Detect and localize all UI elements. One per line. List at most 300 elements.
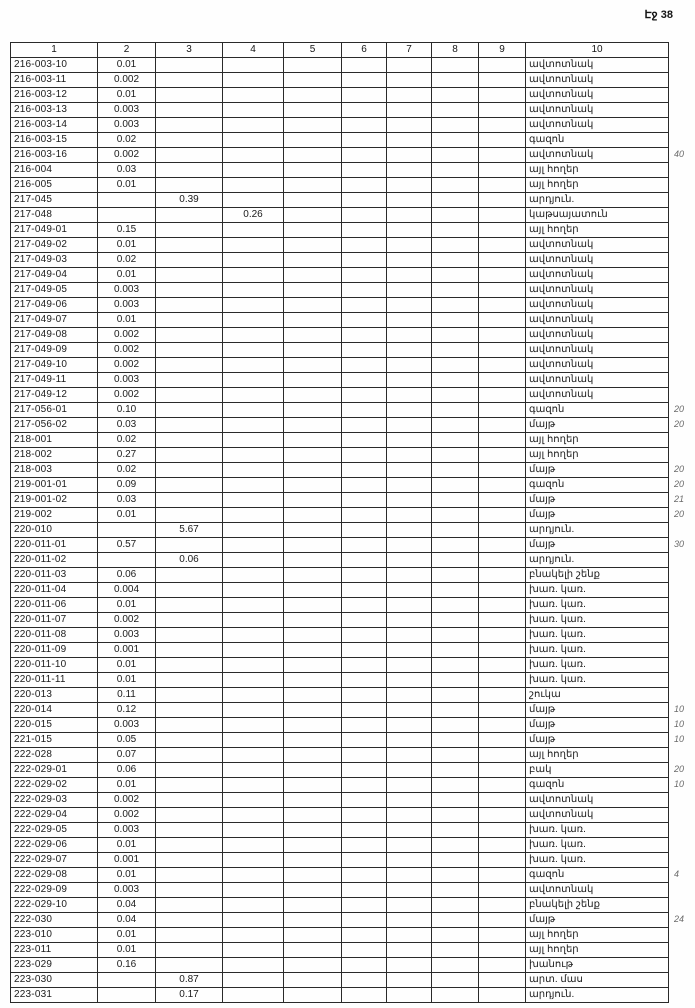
cell-col8 [432, 163, 479, 178]
cell-parcel-code: 222-029-06 [11, 838, 98, 853]
table-row [11, 658, 669, 673]
table-row [11, 403, 669, 418]
cell-col4: 0.26 [223, 208, 284, 223]
cell-col6 [342, 643, 387, 658]
cell-col8 [432, 643, 479, 658]
cell-col8 [432, 718, 479, 733]
cell-col3 [156, 823, 223, 838]
cell-col3 [156, 748, 223, 763]
cell-col6 [342, 253, 387, 268]
cell-col9 [479, 793, 526, 808]
cell-col6 [342, 688, 387, 703]
cell-land-use: ավտոտնակ [526, 148, 669, 163]
cell-col3 [156, 133, 223, 148]
cell-col6 [342, 103, 387, 118]
cell-col8 [432, 883, 479, 898]
cell-parcel-code: 217-049-12 [11, 388, 98, 403]
cell-col2: 0.02 [98, 133, 156, 148]
cell-col9 [479, 778, 526, 793]
cell-col3 [156, 103, 223, 118]
cell-col6 [342, 943, 387, 958]
cell-col9 [479, 448, 526, 463]
cell-col6 [342, 853, 387, 868]
cell-col5 [284, 463, 342, 478]
cell-col9 [479, 628, 526, 643]
cell-col9 [479, 238, 526, 253]
cell-land-use: խանութ [526, 958, 669, 973]
cell-col3 [156, 703, 223, 718]
cell-land-use: այլ հողեր [526, 748, 669, 763]
cell-col2 [98, 988, 156, 1003]
cell-col9 [479, 673, 526, 688]
cell-col6 [342, 568, 387, 583]
handwritten-margin-note: 24 [674, 914, 685, 924]
cell-col2: 0.01 [98, 928, 156, 943]
cell-col7 [387, 463, 432, 478]
cell-parcel-code: 216-003-16 [11, 148, 98, 163]
cell-col6 [342, 508, 387, 523]
cell-col7 [387, 628, 432, 643]
cell-parcel-code: 220-010 [11, 523, 98, 538]
cell-col7 [387, 883, 432, 898]
cell-col5 [284, 373, 342, 388]
cell-col3 [156, 538, 223, 553]
cell-col2: 0.02 [98, 463, 156, 478]
cell-col4 [223, 343, 284, 358]
cell-col2: 0.003 [98, 628, 156, 643]
cell-col7 [387, 838, 432, 853]
cell-col2 [98, 973, 156, 988]
cell-col6 [342, 493, 387, 508]
cell-col9 [479, 253, 526, 268]
cell-col9 [479, 928, 526, 943]
cell-col2: 0.002 [98, 148, 156, 163]
cell-parcel-code: 220-011-01 [11, 538, 98, 553]
cell-col8 [432, 88, 479, 103]
cell-col7 [387, 958, 432, 973]
table-row [11, 163, 669, 178]
cell-col5 [284, 898, 342, 913]
cell-col3 [156, 253, 223, 268]
cell-col5 [284, 958, 342, 973]
cell-col2: 0.01 [98, 508, 156, 523]
cell-col7 [387, 268, 432, 283]
cell-col2: 0.01 [98, 88, 156, 103]
cell-col9 [479, 838, 526, 853]
cell-col2: 0.01 [98, 658, 156, 673]
cell-col6 [342, 418, 387, 433]
cell-col5 [284, 853, 342, 868]
cell-col3 [156, 793, 223, 808]
cell-land-use: ավտոտնակ [526, 238, 669, 253]
page-number-label: Էջ 38 [644, 9, 673, 21]
cell-col7 [387, 613, 432, 628]
cell-col4 [223, 223, 284, 238]
cell-col3: 0.87 [156, 973, 223, 988]
cell-col2: 0.003 [98, 298, 156, 313]
cell-col6 [342, 88, 387, 103]
cell-col3 [156, 568, 223, 583]
handwritten-margin-note: 10 [674, 704, 685, 714]
cell-col3 [156, 583, 223, 598]
cell-col2: 0.003 [98, 283, 156, 298]
cell-col5 [284, 313, 342, 328]
cell-parcel-code: 218-002 [11, 448, 98, 463]
cell-col5 [284, 658, 342, 673]
cell-col9 [479, 898, 526, 913]
cell-col2: 0.003 [98, 823, 156, 838]
cell-land-use: մայթ [526, 703, 669, 718]
cell-land-use: ավտոտնակ [526, 268, 669, 283]
cell-col8 [432, 523, 479, 538]
cell-col7 [387, 808, 432, 823]
table-row [11, 178, 669, 193]
cell-land-use: գազոն [526, 478, 669, 493]
cell-col6 [342, 313, 387, 328]
cell-parcel-code: 217-049-04 [11, 268, 98, 283]
cell-land-use: կաթսայատուն [526, 208, 669, 223]
table-row [11, 748, 669, 763]
cell-col2: 0.05 [98, 733, 156, 748]
cell-col6 [342, 148, 387, 163]
cell-parcel-code: 217-049-01 [11, 223, 98, 238]
cell-col4 [223, 643, 284, 658]
cell-land-use: մայթ [526, 418, 669, 433]
cell-col9 [479, 118, 526, 133]
cell-col8 [432, 58, 479, 73]
cell-col5 [284, 163, 342, 178]
column-header: 9 [479, 43, 526, 58]
cell-col7 [387, 418, 432, 433]
cell-col7 [387, 853, 432, 868]
table-row [11, 823, 669, 838]
cell-col8 [432, 343, 479, 358]
cell-col7 [387, 178, 432, 193]
cell-col8 [432, 778, 479, 793]
cell-col2: 0.03 [98, 163, 156, 178]
column-header: 3 [156, 43, 223, 58]
cell-col7 [387, 73, 432, 88]
cell-col3 [156, 343, 223, 358]
cell-parcel-code: 216-004 [11, 163, 98, 178]
cell-land-use: ավտոտնակ [526, 793, 669, 808]
cell-land-use: գազոն [526, 403, 669, 418]
cell-col5 [284, 733, 342, 748]
cell-col2: 0.06 [98, 763, 156, 778]
cell-parcel-code: 220-011-06 [11, 598, 98, 613]
cell-parcel-code: 218-003 [11, 463, 98, 478]
cell-col5 [284, 418, 342, 433]
cell-col7 [387, 733, 432, 748]
cell-parcel-code: 220-011-10 [11, 658, 98, 673]
cell-col3 [156, 508, 223, 523]
table-row [11, 598, 669, 613]
cell-col8 [432, 148, 479, 163]
cell-col5 [284, 283, 342, 298]
cell-col8 [432, 928, 479, 943]
cell-col5 [284, 913, 342, 928]
cell-col9 [479, 643, 526, 658]
cell-col3 [156, 268, 223, 283]
cell-col5 [284, 763, 342, 778]
cell-parcel-code: 217-049-11 [11, 373, 98, 388]
cell-col4 [223, 358, 284, 373]
cell-col6 [342, 223, 387, 238]
cell-col7 [387, 793, 432, 808]
cell-col4 [223, 118, 284, 133]
cell-col2: 0.01 [98, 178, 156, 193]
cell-parcel-code: 217-049-10 [11, 358, 98, 373]
cell-col4 [223, 238, 284, 253]
table-row [11, 208, 669, 223]
cell-col4 [223, 148, 284, 163]
cell-col6 [342, 613, 387, 628]
table-row [11, 493, 669, 508]
cell-col8 [432, 418, 479, 433]
cell-col6 [342, 328, 387, 343]
cell-col8 [432, 238, 479, 253]
cell-parcel-code: 220-011-02 [11, 553, 98, 568]
cell-col4 [223, 943, 284, 958]
cell-col9 [479, 268, 526, 283]
cell-col7 [387, 898, 432, 913]
cell-col5 [284, 823, 342, 838]
cell-col7 [387, 238, 432, 253]
cell-col4 [223, 58, 284, 73]
table-row [11, 463, 669, 478]
cell-col3 [156, 598, 223, 613]
handwritten-margin-note: 21 [674, 494, 685, 504]
cell-col3 [156, 118, 223, 133]
cell-col7 [387, 373, 432, 388]
table-row [11, 448, 669, 463]
cell-col8 [432, 313, 479, 328]
cell-col4 [223, 583, 284, 598]
handwritten-margin-note: 20 [674, 419, 685, 429]
cell-col4 [223, 568, 284, 583]
cell-land-use: արտ. մաս [526, 973, 669, 988]
cell-col4 [223, 703, 284, 718]
cell-land-use: այլ հողեր [526, 943, 669, 958]
cell-col7 [387, 538, 432, 553]
cell-col8 [432, 223, 479, 238]
cell-parcel-code: 220-011-03 [11, 568, 98, 583]
cell-col7 [387, 763, 432, 778]
cell-parcel-code: 216-003-11 [11, 73, 98, 88]
cell-col7 [387, 328, 432, 343]
cell-col3: 5.67 [156, 523, 223, 538]
cell-col2: 0.04 [98, 898, 156, 913]
cell-col3 [156, 448, 223, 463]
handwritten-margin-note: 20 [674, 509, 685, 519]
cell-parcel-code: 216-003-10 [11, 58, 98, 73]
cell-col4 [223, 898, 284, 913]
cell-col6 [342, 838, 387, 853]
cell-land-use: մայթ [526, 508, 669, 523]
cell-col2: 0.002 [98, 73, 156, 88]
cell-col2: 0.03 [98, 493, 156, 508]
cell-parcel-code: 220-011-08 [11, 628, 98, 643]
cell-land-use: խառ. կառ. [526, 628, 669, 643]
cell-land-use: ավտոտնակ [526, 388, 669, 403]
cell-col8 [432, 73, 479, 88]
cell-col2: 0.15 [98, 223, 156, 238]
cell-col6 [342, 163, 387, 178]
cell-col2: 0.03 [98, 418, 156, 433]
cell-col4 [223, 718, 284, 733]
cell-land-use: ավտոտնակ [526, 88, 669, 103]
cell-col6 [342, 298, 387, 313]
cell-land-use: խառ. կառ. [526, 613, 669, 628]
cell-land-use: խառ. կառ. [526, 583, 669, 598]
cell-col9 [479, 373, 526, 388]
cell-col4 [223, 823, 284, 838]
cell-col8 [432, 478, 479, 493]
cell-col6 [342, 373, 387, 388]
cell-col3 [156, 673, 223, 688]
cell-col8 [432, 283, 479, 298]
cell-col2: 0.002 [98, 358, 156, 373]
cell-col3 [156, 163, 223, 178]
cell-parcel-code: 217-049-09 [11, 343, 98, 358]
cell-col8 [432, 913, 479, 928]
cell-col2: 0.003 [98, 718, 156, 733]
table-row [11, 928, 669, 943]
cell-col5 [284, 448, 342, 463]
cell-col6 [342, 358, 387, 373]
cell-col6 [342, 403, 387, 418]
cell-col9 [479, 133, 526, 148]
cell-col6 [342, 268, 387, 283]
cell-col7 [387, 358, 432, 373]
cell-col6 [342, 433, 387, 448]
handwritten-margin-note: 20 [674, 464, 685, 474]
cell-land-use: բակ [526, 763, 669, 778]
cell-col8 [432, 793, 479, 808]
cell-parcel-code: 219-001-02 [11, 493, 98, 508]
cell-col3 [156, 328, 223, 343]
cell-land-use: ավտոտնակ [526, 373, 669, 388]
cell-col7 [387, 88, 432, 103]
cell-col5 [284, 808, 342, 823]
cell-col3 [156, 433, 223, 448]
cell-parcel-code: 219-001-01 [11, 478, 98, 493]
cell-col9 [479, 973, 526, 988]
cell-col9 [479, 313, 526, 328]
handwritten-margin-note: 4 [674, 869, 680, 879]
handwritten-margin-note: 20 [674, 764, 685, 774]
table-row [11, 763, 669, 778]
cell-col5 [284, 778, 342, 793]
cell-col7 [387, 58, 432, 73]
cell-col5 [284, 88, 342, 103]
cell-parcel-code: 220-011-04 [11, 583, 98, 598]
cell-land-use: ավտոտնակ [526, 118, 669, 133]
cell-col7 [387, 583, 432, 598]
cell-col7 [387, 388, 432, 403]
cell-col2: 0.002 [98, 808, 156, 823]
cell-col8 [432, 178, 479, 193]
cell-col7 [387, 208, 432, 223]
cell-col5 [284, 73, 342, 88]
cell-land-use: խառ. կառ. [526, 838, 669, 853]
handwritten-margin-note: 10 [674, 734, 685, 744]
table-row [11, 838, 669, 853]
cell-col6 [342, 178, 387, 193]
cell-col5 [284, 178, 342, 193]
cell-col7 [387, 523, 432, 538]
cell-col8 [432, 358, 479, 373]
cell-parcel-code: 217-049-05 [11, 283, 98, 298]
cell-col4 [223, 493, 284, 508]
cell-parcel-code: 217-049-07 [11, 313, 98, 328]
column-header: 8 [432, 43, 479, 58]
cell-land-use: արդյուն. [526, 988, 669, 1003]
cell-col4 [223, 523, 284, 538]
cell-col4 [223, 193, 284, 208]
cell-col3 [156, 463, 223, 478]
cell-col8 [432, 868, 479, 883]
cell-col3 [156, 883, 223, 898]
cell-col3 [156, 733, 223, 748]
cell-parcel-code: 220-011-07 [11, 613, 98, 628]
cell-col8 [432, 958, 479, 973]
cell-col8 [432, 388, 479, 403]
cell-col4 [223, 433, 284, 448]
cell-col5 [284, 793, 342, 808]
cell-col8 [432, 988, 479, 1003]
cell-col2: 0.12 [98, 703, 156, 718]
cell-col4 [223, 778, 284, 793]
cell-parcel-code: 221-015 [11, 733, 98, 748]
cell-col8 [432, 688, 479, 703]
cell-col5 [284, 703, 342, 718]
cell-parcel-code: 222-029-08 [11, 868, 98, 883]
table-row [11, 643, 669, 658]
cell-col7 [387, 343, 432, 358]
cell-col4 [223, 838, 284, 853]
cell-col3 [156, 913, 223, 928]
cell-col3 [156, 898, 223, 913]
cell-col2: 0.01 [98, 598, 156, 613]
cell-col9 [479, 148, 526, 163]
cell-col4 [223, 538, 284, 553]
cell-col3 [156, 943, 223, 958]
cell-col7 [387, 148, 432, 163]
cell-col8 [432, 763, 479, 778]
cell-land-use: շուկա [526, 688, 669, 703]
cell-col8 [432, 628, 479, 643]
cell-col8 [432, 508, 479, 523]
cell-col2: 0.09 [98, 478, 156, 493]
cell-col5 [284, 868, 342, 883]
cell-col9 [479, 103, 526, 118]
cell-parcel-code: 216-003-12 [11, 88, 98, 103]
cell-col6 [342, 343, 387, 358]
cell-col4 [223, 478, 284, 493]
cell-col6 [342, 238, 387, 253]
cell-col5 [284, 433, 342, 448]
cell-col9 [479, 748, 526, 763]
cell-col6 [342, 193, 387, 208]
cell-col3: 0.17 [156, 988, 223, 1003]
cell-col3 [156, 493, 223, 508]
cell-col6 [342, 388, 387, 403]
cell-parcel-code: 222-029-02 [11, 778, 98, 793]
cell-col4 [223, 673, 284, 688]
cell-col6 [342, 463, 387, 478]
cell-col8 [432, 328, 479, 343]
